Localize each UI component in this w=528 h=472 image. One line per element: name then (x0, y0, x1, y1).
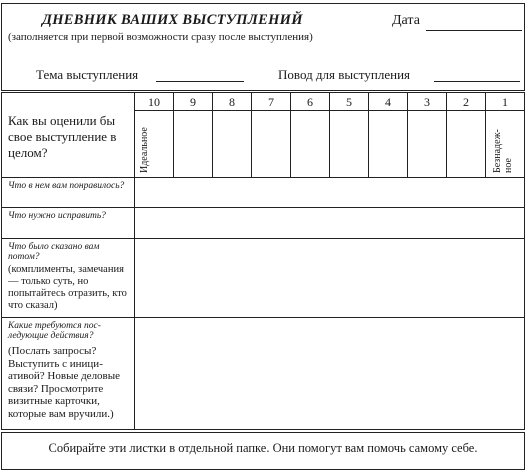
column-divider (134, 93, 135, 429)
form-footer (1, 432, 525, 470)
topic-label: Тема выступления (36, 67, 139, 82)
scale-number: 9 (190, 95, 196, 109)
form-title: ДНЕВНИК ВАШИХ ВЫСТУПЛЕНИЙ (42, 12, 303, 28)
topic-field[interactable] (156, 81, 244, 82)
form-header (1, 3, 525, 91)
footer-note: Собирайте эти листки в отдельной папке. Они помогут вам помочь самому себе. (48, 441, 478, 455)
row-divider (2, 238, 524, 239)
occasion-label: Повод для выступления (278, 67, 411, 82)
question-improve (8, 211, 132, 221)
row-divider (2, 207, 524, 208)
evaluation-table (1, 92, 525, 430)
scale-number: 5 (346, 95, 352, 109)
worst-rating-label: Безнадеж- (492, 129, 503, 173)
question-title: Что нужно исправить? (8, 211, 106, 221)
question-actions (8, 321, 132, 420)
scale-number: 2 (463, 95, 469, 109)
row-divider (2, 177, 524, 178)
question-title: Какие требуются последующие действия? (8, 321, 101, 341)
question-title: Что было сказано вам потом? (8, 242, 100, 262)
question-liked (8, 181, 132, 191)
occasion-field[interactable] (434, 81, 520, 82)
date-field[interactable] (426, 30, 522, 31)
scale-number: 10 (148, 95, 160, 109)
question-feedback (8, 242, 132, 312)
worst-rating-label-end: ное (503, 158, 514, 173)
scale-number: 7 (268, 95, 274, 109)
scale-number: 1 (502, 95, 508, 109)
date-label: Дата (392, 13, 420, 28)
row-divider (2, 317, 524, 318)
form-subtitle: (заполняется при первой возможности сразу после выступления) (8, 31, 313, 43)
rating-question: Как вы оценили бы свое выступление в целом? (8, 113, 117, 160)
question-note: (Послать запросы? Выступить с инициативой? Новые деловые связи? Просмотрите визитные карточки, которые вам вручили.) (8, 345, 121, 420)
scale-number: 6 (307, 95, 313, 109)
question-title: Что в нем вам понравилось? (8, 181, 125, 191)
question-note: (комплименты, замечания — только суть, но попытайтесь отразить, кто что сказал) (8, 264, 127, 311)
scale-number: 8 (229, 95, 235, 109)
best-rating-label: Идеальное (139, 127, 150, 173)
scale-number: 3 (424, 95, 430, 109)
scale-number: 4 (385, 95, 391, 109)
